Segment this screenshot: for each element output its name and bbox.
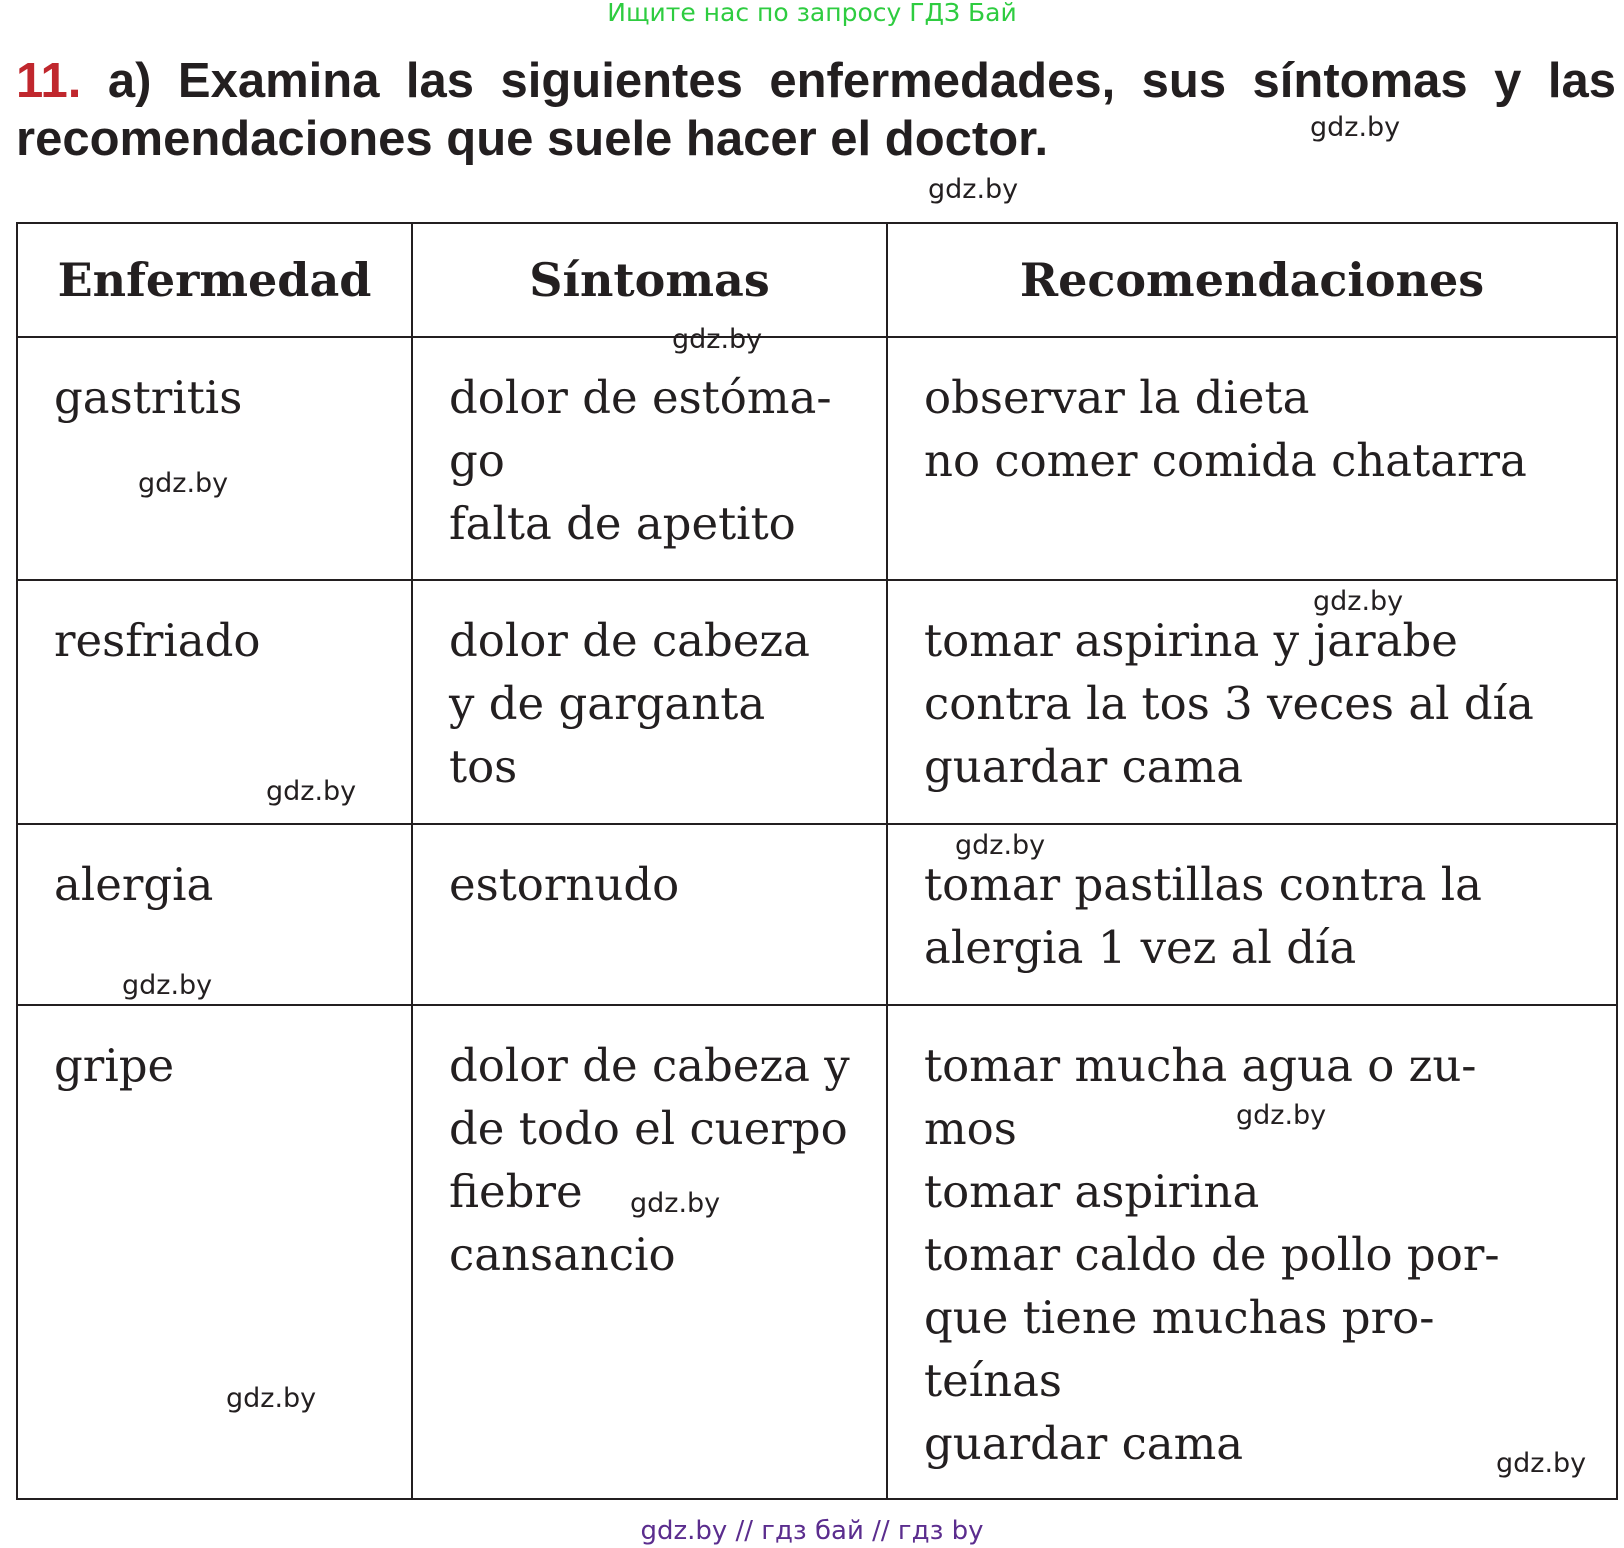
recommendation-line: alergia 1 vez al día (924, 921, 1357, 974)
table-row (17, 337, 1617, 580)
recommendation-line: teínas (924, 1354, 1063, 1407)
disease-name: resfriado (54, 614, 261, 667)
watermark: gdz.by (672, 324, 763, 355)
table-header-row (17, 223, 1617, 337)
symptom-line: dolor de estóma- (449, 371, 832, 424)
watermark: gdz.by (1313, 586, 1404, 617)
table-row (17, 824, 1617, 1005)
recommendation-line: tomar pastillas contra la (924, 858, 1482, 911)
symptoms-cell (412, 580, 887, 824)
disease-name: alergia (54, 858, 214, 911)
heading-word: a) (107, 54, 152, 108)
watermark: gdz.by (266, 776, 357, 807)
symptoms-cell (412, 337, 887, 580)
watermark: gdz.by (955, 830, 1046, 861)
recommendation-line: tomar caldo de pollo por- (924, 1228, 1500, 1281)
symptom-line: cansancio (449, 1228, 676, 1281)
recommendation-line: que tiene muchas pro- (924, 1291, 1435, 1344)
recommendation-line: guardar cama (924, 740, 1244, 793)
watermark: gdz.by (122, 970, 213, 1001)
heading-line-1 (16, 52, 1616, 110)
heading-line-2: recomendaciones que suele hacer el doctor. (16, 112, 1049, 166)
symptom-line: de todo el cuerpo (449, 1102, 848, 1155)
heading-word: las (405, 54, 475, 108)
recommendation-line: guardar cama (924, 1417, 1244, 1470)
recommendation-line: contra la tos 3 veces al día (924, 677, 1534, 730)
recommendations-cell (887, 580, 1617, 824)
heading-word: siguientes (500, 54, 743, 108)
watermark: gdz.by (630, 1188, 721, 1219)
search-hint-banner: Ищите нас по запросу ГДЗ Бай (607, 0, 1017, 27)
exercise-number: 11. (16, 54, 82, 108)
recommendation-line: tomar aspirina (924, 1165, 1260, 1218)
table-row (17, 1005, 1617, 1499)
recommendation-line: mos (924, 1102, 1017, 1155)
symptom-line: y de garganta (449, 677, 766, 730)
disease-name: gripe (54, 1039, 175, 1092)
heading-word: síntomas (1252, 54, 1468, 108)
heading-word: las (1547, 54, 1616, 108)
symptom-line: fiebre (449, 1165, 583, 1218)
heading-word: sus (1141, 54, 1227, 108)
disease-name: gastritis (54, 371, 243, 424)
column-header-disease: Enfermedad (17, 223, 412, 337)
symptom-line: estornudo (449, 858, 680, 911)
diseases-table (16, 222, 1618, 1500)
recommendation-line: no comer comida chatarra (924, 434, 1527, 487)
heading-word: enfermedades, (769, 54, 1116, 108)
recommendation-line: observar la dieta (924, 371, 1310, 424)
heading-word: Examina (177, 54, 380, 108)
symptoms-cell (412, 824, 887, 1005)
column-header-recommendations: Recomendaciones (887, 223, 1617, 337)
recommendations-cell (887, 337, 1617, 580)
watermark: gdz.by (138, 468, 229, 499)
disease-cell (17, 337, 412, 580)
recommendations-cell (887, 1005, 1617, 1499)
symptom-line: dolor de cabeza (449, 614, 810, 667)
watermark: gdz.by (226, 1383, 317, 1414)
watermark: gdz.by (1236, 1100, 1327, 1131)
symptom-line: falta de apetito (449, 497, 796, 550)
disease-cell (17, 1005, 412, 1499)
recommendation-line: tomar aspirina y jarabe (924, 614, 1458, 667)
watermark: gdz.by (1496, 1448, 1587, 1479)
heading-word: y (1494, 54, 1522, 108)
symptoms-cell (412, 1005, 887, 1499)
symptom-line: go (449, 434, 505, 487)
watermark: gdz.by (1310, 112, 1401, 143)
exercise-heading (16, 52, 1616, 168)
recommendation-line: tomar mucha agua o zu- (924, 1039, 1477, 1092)
symptom-line: tos (449, 740, 518, 793)
column-header-symptoms: Síntomas (412, 223, 887, 337)
watermark: gdz.by (928, 174, 1019, 205)
symptom-line: dolor de cabeza y (449, 1039, 850, 1092)
footer-links: gdz.by // гдз бай // гдз by (640, 1516, 984, 1546)
disease-cell (17, 824, 412, 1005)
